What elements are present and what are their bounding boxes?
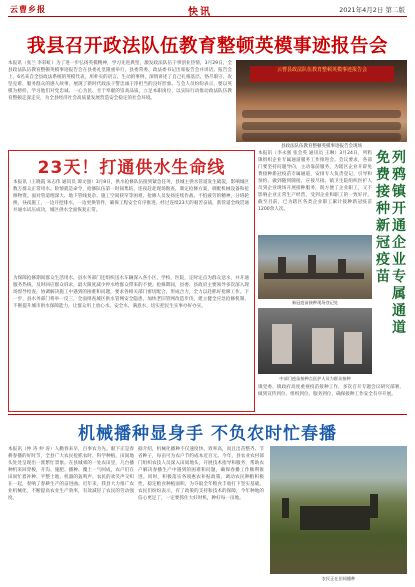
spring-sowing-headline: 机械播种显身手 不负农时忙春播 bbox=[78, 424, 337, 444]
photo-caption: 新冠疫苗接种现场登记处 bbox=[291, 300, 339, 305]
person bbox=[338, 259, 346, 277]
main-headline: 我县召开政法队伍教育整顿英模事迹报告会 bbox=[26, 36, 388, 57]
article-text: 镇党委、镇政府高度重视疫苗接种工作，多次召开专题会议研究部署，做到宣传到位、组织到位、服务到位，确保接种工作安全有序开展。 bbox=[258, 385, 404, 397]
stage-banner: 云曹县政法队伍教育整顿英模事迹报告会 bbox=[250, 66, 394, 82]
farmer bbox=[282, 498, 289, 518]
sowing-photo bbox=[270, 446, 407, 574]
photo-caption: 农民正在田间播种 bbox=[321, 576, 356, 581]
article-text: 据介绍，机械化播种不仅速度快、效率高，而且出苗整齐、节省种子，每亩可为农户节约成本近百元。今年，县农业农村部门组织农技人员深入田间地头，开展技术指导和服务，帮助农户解决春播生产中遇到的困难和问题，确保春播工作顺利推进。同时，积极落实各项惠农补贴政策，调动农民种粮积极性，稳定粮食种植面积，为夺取全年粮食丰收打下坚实基础。农民们纷纷表示，有了政策的支持和技术的保障，今年种地的信心更足了，一定要抓住大好时机，种好每一亩地。 bbox=[138, 447, 264, 501]
audience-row bbox=[242, 110, 401, 118]
audience-row bbox=[242, 122, 401, 130]
medical-staff bbox=[272, 324, 292, 364]
seeding-machine bbox=[300, 506, 370, 530]
person bbox=[278, 257, 286, 277]
section-heading: 23天！打通供水生命线 bbox=[37, 158, 226, 178]
date-page: 2021年4月2日 第二版 bbox=[339, 6, 405, 14]
water-supply-box bbox=[8, 150, 255, 412]
vaccine-article: 本报讯（李永强 张会英 通讯员 王琳）3月24日，列鸦镇组织企业专属通道服务工作推进会。会议要求，各部门要坚持问题导向，主动靠前服务，为辖区企业开辟免费接种新冠疫苗专属通道，安排专人负责登记、引导和预约，做到随到随接、应接尽接。镇卫生院组织医护人员到企业现场开展接种服务，既方便了企业职工，又不影响企业正常生产经营，受到企业和职工的一致好评。截至目前，已为辖区各类企业职工累计接种新冠疫苗1200余人次。 bbox=[258, 151, 372, 212]
divider bbox=[8, 414, 407, 415]
section-label: 快讯 bbox=[188, 7, 212, 18]
vertical-title-line-2: 免费接种新冠疫苗 bbox=[376, 150, 390, 285]
vaccine-registration-photo bbox=[258, 235, 372, 299]
farmer bbox=[370, 494, 378, 518]
photo-caption: 中部门疫苗接种点医护人员为群众接种 bbox=[279, 376, 351, 381]
article-text: 本报讯（仲 涛 仲 涛）人勤春来早，百事农为先。眼下正是春耕春播的好时节，全县广大农民抢抓农时、科学种植，田间地头处处呈现出一派繁忙景象。在县城郊的一处农田里，几台播种机来回穿梭，开沟、施肥、播种、覆土一气呵成，农户们在田间忙着补种、平整土地，机器的轰鸣声、农民的欢笑声交织在一起，奏响了春耕生产的奋进曲。近年来，我县大力推广农业机械化，不断提高农业生产效率，有效减轻了农民的劳动强度。 bbox=[8, 447, 134, 501]
vaccination-photo bbox=[258, 308, 372, 374]
paper-name: 云曹乡报 bbox=[10, 5, 46, 14]
masthead bbox=[8, 3, 407, 17]
medical-staff bbox=[312, 328, 334, 364]
vertical-title-line-1: 列鸦镇开通企业专属通道 bbox=[392, 150, 406, 336]
vertical-title bbox=[375, 150, 407, 410]
person bbox=[308, 255, 316, 277]
intro-article: 本报讯（张兰 李彩虹）为了进一步弘扬英模精神，学习先进典型，激发政法队伍干事创业热情，3月29日，全县政法队伍教育整顿英模事迹报告会在县委礼堂隆重举行。县委常委、政法委书记出席报告会并讲话。报告会上，6名来自全县政法系统的英模代表，用朴实的语言、生动的事例，深情讲述了自己扎根基层、恪尽职守、攻坚克难、服务群众的感人故事，展现了新时代政法干警忠诚干净担当的良好形象。与会人员纷纷表示，要以英模为榜样，学习他们对党忠诚、一心为民、甘于奉献的崇高品质，立足本职岗位，以实际行动推动政法队伍教育整顿走深走实，为全县经济社会高质量发展营造安全稳定的社会环境。 bbox=[8, 61, 232, 101]
audience-row bbox=[242, 133, 401, 141]
article-text: 为保障抢修期间群众生活用水，县水务部门还组织送水车辆深入各小区、学校、医院，定时定点为群众送水，并开通服务热线，及时回应群众诉求，最大限度减少停水给群众带来的不便。抢修期间，县委、县政府主要领导多次深入现场督导检查，协调解决施工中遇到的困难和问题，要求各相关部门密切配合、形成合力，全力以赴抓好抢修工作。下一步，县水务部门将举一反三，全面排查城区供水管网安全隐患，加快老旧管网改造步伐，建立健全应急抢修机制，不断提升城市供水保障能力，让群众用上放心水、安全水、满意水，切实把民生实事办好办实。 bbox=[13, 276, 249, 309]
person bbox=[344, 332, 362, 364]
report-meeting-photo bbox=[236, 60, 407, 142]
photo-caption: 县政法队伍教育整顿英模事迹报告会现场 bbox=[281, 144, 362, 149]
article-text: 本报讯（王晓霞 朱志伟 通讯员 谭文强）3月8日，供水抢修队伍接到紧急任务，县城主供水管道发生破裂，影响城区数万群众正常用水。险情就是命令，抢修队伍第一时间集结，连夜赶赴现场勘查，制定抢修方案，调配机械设备和抢修物资。面对管道埋深大、地下管线复杂、施工空间狭窄等困难，抢修人员发扬连续作战、不怕疲劳的精神，分班轮换、昼夜施工，一边开挖排水，一边更换管件，确保工程安全有序推进。经过连续23天的艰苦奋战，新管道全线贯通并通水试压成功，城区供水全面恢复正常。 bbox=[13, 180, 249, 213]
